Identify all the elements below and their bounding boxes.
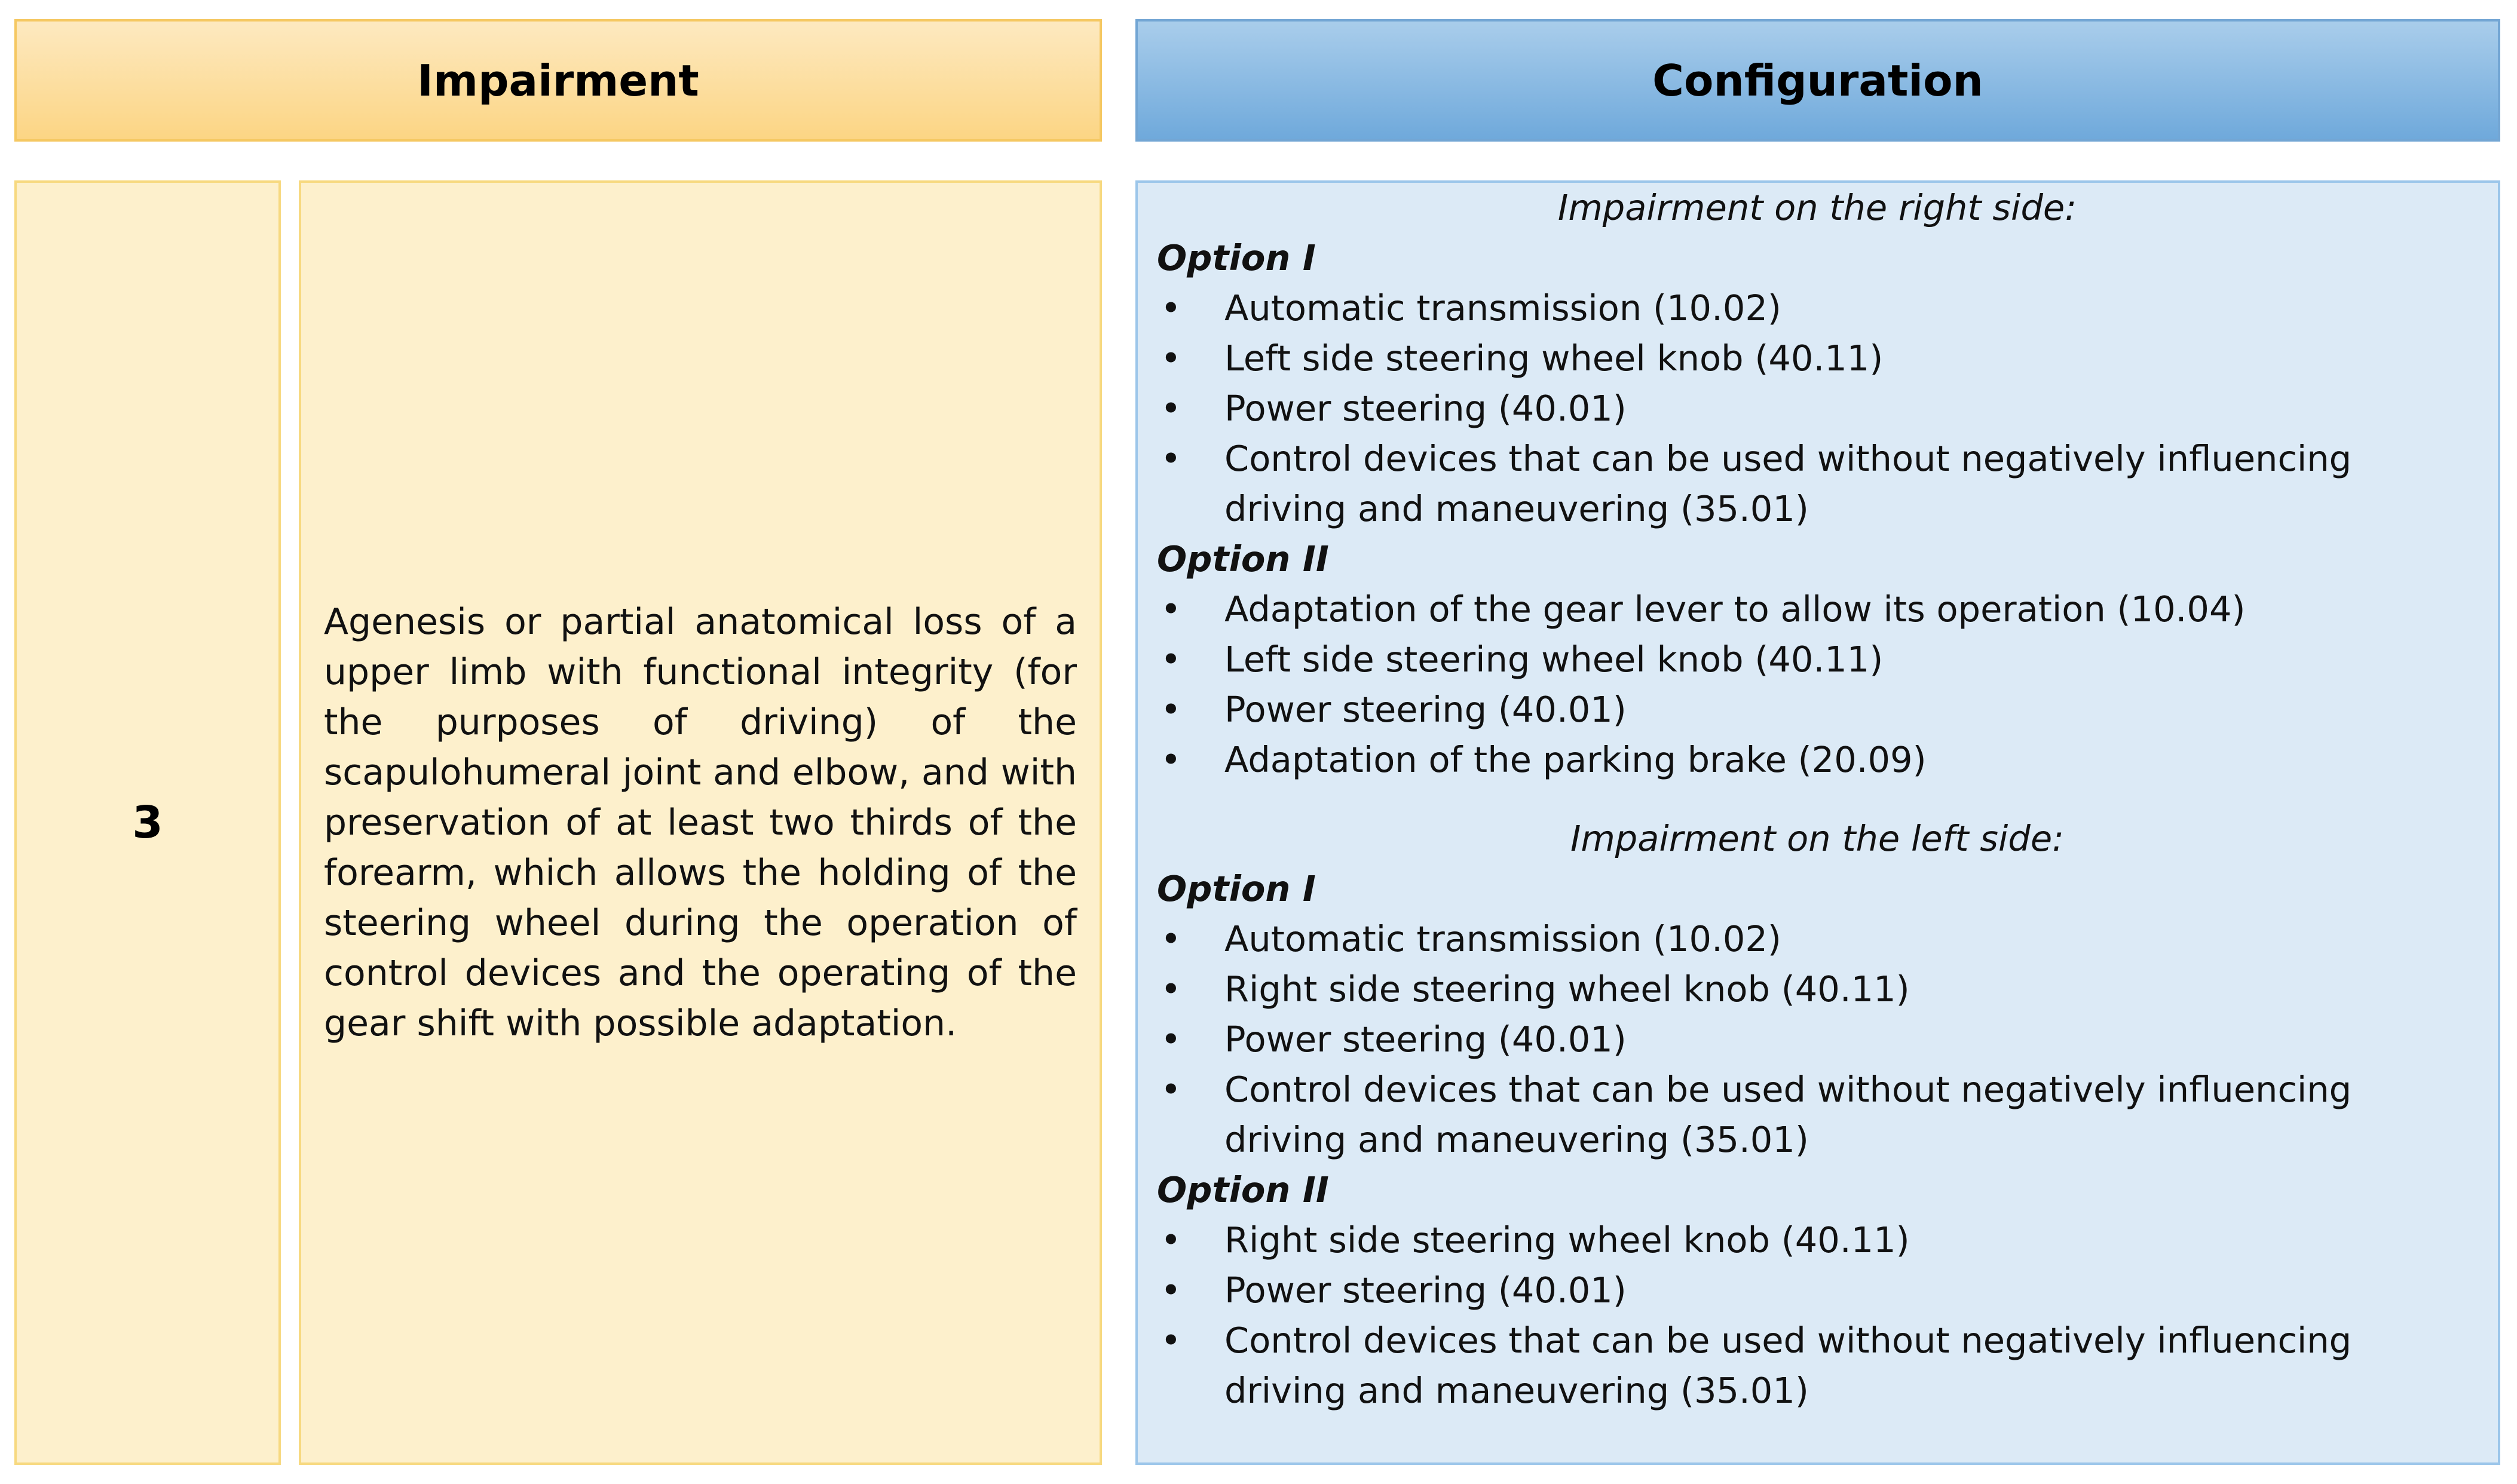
left-side-option-2-label: Option II	[1157, 1169, 1329, 1210]
right-side-option-1-label: Option I	[1157, 237, 1316, 278]
right-side-option-2-label: Option II	[1157, 538, 1329, 580]
list-item	[1157, 735, 2478, 785]
list-item	[1157, 584, 2478, 634]
bullet-icon: •	[1160, 1069, 1181, 1110]
list-item-text: Automatic transmission (10.02)	[1224, 918, 1781, 959]
bullet-icon: •	[1160, 739, 1181, 780]
list-item-text: Left side steering wheel knob (40.11)	[1224, 639, 1884, 680]
list-item	[1157, 333, 2478, 384]
right-side-title: Impairment on the right side:	[1557, 187, 2077, 228]
bullet-icon: •	[1160, 388, 1181, 429]
list-item-text: Automatic transmission (10.02)	[1224, 287, 1781, 329]
list-item	[1157, 1014, 2478, 1065]
list-item-text: Adaptation of the gear lever to allow its operation (10.04)	[1224, 588, 2246, 630]
list-item-text: Right side steering wheel knob (40.11)	[1224, 968, 1910, 1010]
list-item-text: Power steering (40.01)	[1224, 1270, 1627, 1311]
list-item	[1157, 283, 2478, 333]
bullet-icon: •	[1160, 287, 1181, 329]
bullet-icon: •	[1160, 968, 1181, 1010]
configuration-header-title: Configuration	[1652, 55, 1983, 106]
list-item-text: Power steering (40.01)	[1224, 689, 1627, 730]
bullet-icon: •	[1160, 1270, 1181, 1311]
configuration-cell	[1135, 180, 2500, 1465]
bullet-icon: •	[1160, 689, 1181, 730]
configuration-header	[1135, 19, 2500, 142]
bullet-icon: •	[1160, 1019, 1181, 1060]
list-item	[1157, 1215, 2478, 1265]
right-side-option-1-list	[1157, 283, 2478, 534]
list-item-text: Control devices that can be used without negatively influencing driving and maneuvering (35.01)	[1224, 1069, 2352, 1160]
impairment-number-cell	[14, 180, 281, 1465]
list-item-text: Control devices that can be used without negatively influencing driving and maneuvering (35.01)	[1224, 1320, 2352, 1411]
list-item-text: Power steering (40.01)	[1224, 388, 1627, 429]
right-side-option-2-list	[1157, 584, 2478, 785]
list-item	[1157, 434, 2478, 534]
list-item	[1157, 1265, 2478, 1316]
list-item-text: Adaptation of the parking brake (20.09)	[1224, 739, 1927, 780]
bullet-icon: •	[1160, 438, 1181, 479]
left-side-title: Impairment on the left side:	[1570, 818, 2065, 859]
left-side-option-1-label: Option I	[1157, 868, 1316, 909]
list-item	[1157, 384, 2478, 434]
list-item	[1157, 634, 2478, 685]
list-item-text: Control devices that can be used without negatively influencing driving and maneuvering (35.01)	[1224, 438, 2352, 529]
left-side-option-2-list	[1157, 1215, 2478, 1416]
impairment-header	[14, 19, 1102, 142]
bullet-icon: •	[1160, 588, 1181, 630]
impairment-description: Agenesis or partial anatomical loss of a upper limb with functional integrity (for the purposes of driving) of the scapulohumeral joint and elbow, and with preservation of at least two thirds of the forearm, which allows the holding of the steering wheel during the operation of control devices and the operating of the gear shift with possible adaptation.	[324, 601, 1077, 1044]
list-item	[1157, 1316, 2478, 1416]
bullet-icon: •	[1160, 1219, 1181, 1261]
list-item	[1157, 1065, 2478, 1165]
impairment-header-title: Impairment	[417, 55, 699, 106]
bullet-icon: •	[1160, 639, 1181, 680]
list-item	[1157, 964, 2478, 1014]
impairment-number: 3	[132, 797, 163, 848]
list-item	[1157, 914, 2478, 964]
list-item	[1157, 685, 2478, 735]
list-item-text: Right side steering wheel knob (40.11)	[1224, 1219, 1910, 1261]
list-item-text: Left side steering wheel knob (40.11)	[1224, 338, 1884, 379]
left-side-option-1-list	[1157, 914, 2478, 1165]
list-item-text: Power steering (40.01)	[1224, 1019, 1627, 1060]
impairment-description-cell	[299, 180, 1102, 1465]
bullet-icon: •	[1160, 1320, 1181, 1361]
bullet-icon: •	[1160, 338, 1181, 379]
bullet-icon: •	[1160, 918, 1181, 959]
